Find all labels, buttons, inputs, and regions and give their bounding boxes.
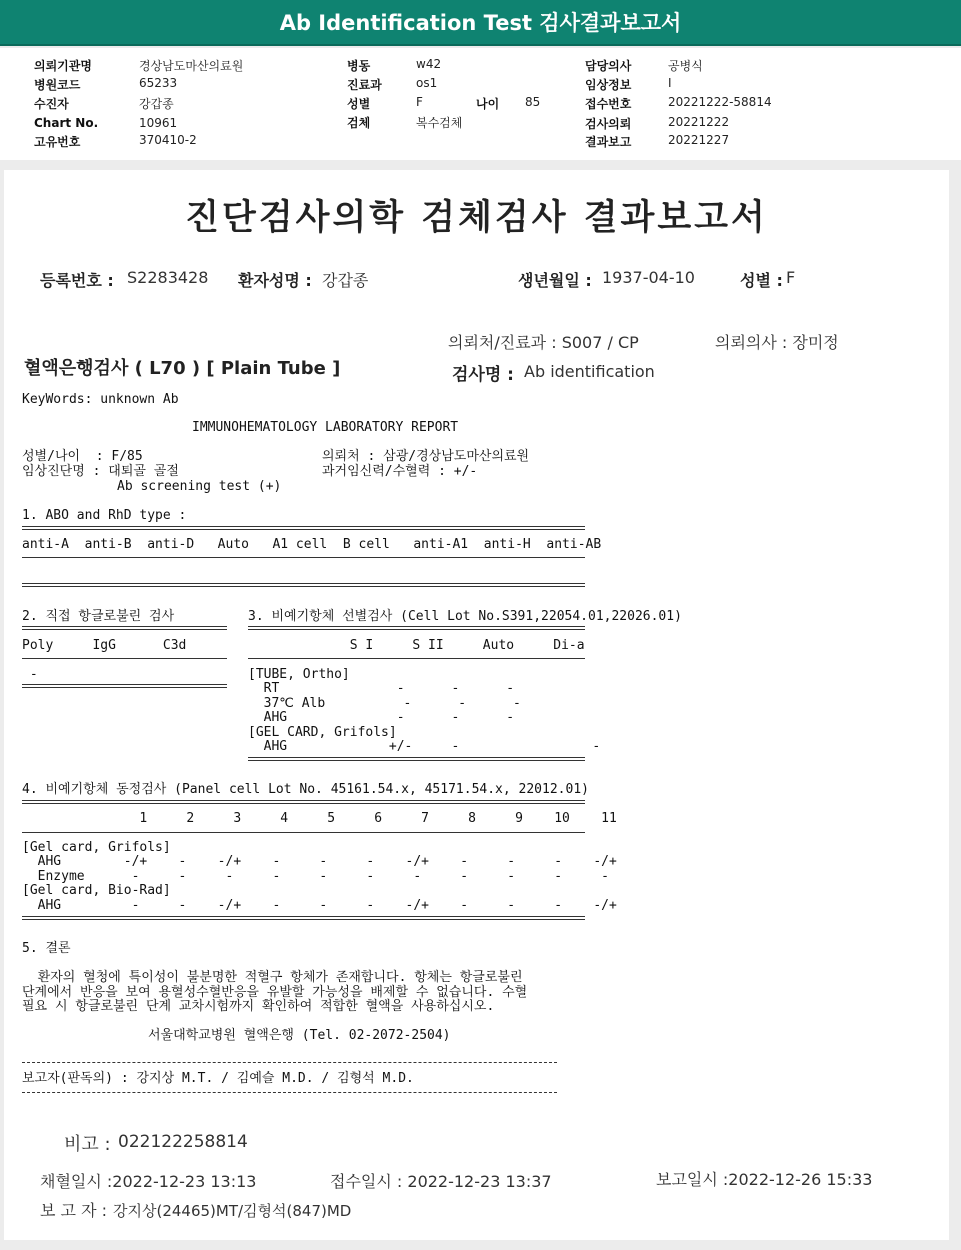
keywords: KeyWords: unknown Ab: [22, 392, 179, 407]
header-key: 검사의뢰: [585, 117, 632, 131]
header-key: Chart No.: [34, 116, 99, 130]
panel-title: 4. 비예기항체 동정검사 (Panel cell Lot No. 45161.54.x, 45171.54.x, 22012.01): [22, 782, 589, 797]
header-key: 임상정보: [585, 78, 632, 92]
transfusion-history: 과거임신력/수혈력 : +/-: [322, 464, 478, 479]
divider: [248, 626, 585, 630]
requesting-doctor: 의뢰의사 : 장미정: [715, 333, 839, 352]
dat-headers: Poly IgG C3d: [22, 638, 187, 653]
screening-row: 37℃ Alb - - -: [248, 696, 521, 711]
sex-value: F: [786, 268, 796, 287]
header-value: 370410-2: [139, 133, 197, 147]
window-title: Ab Identification Test 검사결과보고서: [0, 0, 961, 46]
header-key: 결과보고: [585, 135, 632, 149]
screening-row: RT - - -: [248, 681, 515, 696]
header-key: 수진자: [34, 97, 69, 111]
header-value: 경상남도마산의료원: [139, 59, 244, 73]
section-title: 혈액은행검사 ( L70 ) [ Plain Tube ]: [24, 358, 341, 379]
header-value: 65233: [139, 76, 178, 90]
dob-label: 생년월일 :: [518, 271, 592, 290]
requester: 의뢰처 : 삼광/경상남도마산의료원: [322, 449, 530, 464]
lab-report-title: IMMUNOHEMATOLOGY LABORATORY REPORT: [192, 420, 459, 435]
header-key: 접수번호: [585, 97, 632, 111]
reporter-value: 강지상(24465)MT/김형석(847)MD: [113, 1202, 352, 1220]
header-key: 의뢰기관명: [34, 59, 92, 73]
header-value: I: [668, 76, 672, 90]
header-value: 복수검체: [416, 116, 463, 130]
header-key: 담당의사: [585, 59, 632, 73]
panel-row: AHG - - -/+ - - - -/+ - - - -/+: [22, 898, 617, 913]
abo-rhd-title: 1. ABO and RhD type :: [22, 508, 187, 523]
blood-bank-contact: 서울대학교병원 혈액은행 (Tel. 02-2072-2504): [148, 1028, 451, 1043]
panel-row: [Gel card, Bio-Rad]: [22, 883, 171, 898]
header-key: 검체: [347, 116, 371, 130]
report-time: 보고일시 :2022-12-26 15:33: [656, 1170, 873, 1189]
header-key: 병동: [347, 59, 371, 73]
dat-title: 2. 직접 항글로불린 검사: [22, 609, 175, 624]
receipt-time: 접수일시 : 2022-12-23 13:37: [330, 1172, 552, 1191]
dept-info: 의뢰처/진료과 : S007 / CP: [448, 333, 639, 352]
report-document: [4, 170, 949, 1240]
header-value: os1: [416, 76, 438, 90]
divider: [22, 800, 585, 804]
clinical-diagnosis-2: Ab screening test (+): [117, 479, 282, 494]
header-value: F: [416, 95, 423, 109]
header-key: 고유번호: [34, 135, 81, 149]
reg-no-value: S2283428: [127, 268, 209, 287]
header-value: 20221227: [668, 133, 730, 147]
divider: [248, 658, 585, 659]
screening-headers: S I S II Auto Di-a: [248, 638, 585, 653]
patient-name-value: 강갑종: [322, 271, 369, 290]
divider: [22, 658, 227, 659]
patient-name-label: 환자성명 :: [238, 271, 312, 290]
collection-time: 채혈일시 :2022-12-23 13:13: [40, 1172, 257, 1191]
lab-reporter: 보고자(판독의) : 강지상 M.T. / 김예슬 M.D. / 김형석 M.D.: [22, 1071, 414, 1086]
panel-row: Enzyme - - - - - - - - - - -: [22, 869, 609, 884]
request-info-header: [0, 48, 961, 160]
sex-age: 성별/나이 : F/85: [22, 449, 143, 464]
header-key: 성별: [347, 97, 371, 111]
dat-value: -: [22, 667, 38, 682]
age-value: 85: [525, 95, 541, 109]
header-value: 공병식: [668, 59, 703, 73]
screening-row: [TUBE, Ortho]: [248, 667, 350, 682]
header-value: 강갑종: [139, 97, 174, 111]
divider: [22, 583, 585, 587]
header-value: w42: [416, 57, 442, 71]
clinical-diagnosis: 임상진단명 : 대퇴골 골절: [22, 464, 179, 479]
dob-value: 1937-04-10: [602, 268, 695, 287]
conclusion-title: 5. 결론: [22, 941, 71, 956]
divider: [22, 1092, 557, 1093]
header-value: 10961: [139, 116, 178, 130]
screening-row: AHG +/- - -: [248, 739, 601, 754]
sex-label: 성별 :: [740, 271, 783, 290]
report-title: 진단검사의학 검체검사 결과보고서: [185, 198, 768, 238]
divider: [22, 557, 585, 558]
screening-row: [GEL CARD, Grifols]: [248, 725, 397, 740]
note-value: 022122258814: [118, 1132, 248, 1152]
divider: [248, 757, 585, 761]
reporter-label: 보 고 자 :: [40, 1201, 108, 1220]
panel-row: [Gel card, Grifols]: [22, 840, 171, 855]
divider: [22, 916, 585, 920]
header-value: 20221222-58814: [668, 95, 772, 109]
header-value: 20221222: [668, 115, 730, 129]
test-name-value: Ab identification: [524, 362, 655, 381]
divider: [22, 684, 227, 688]
note-label: 비고 :: [64, 1134, 111, 1155]
screening-title: 3. 비예기항체 선별검사 (Cell Lot No.S391,22054.01,22026.01): [248, 609, 682, 624]
conclusion-line: 환자의 혈청에 특이성이 불분명한 적혈구 항체가 존재합니다. 항체는 항글로불린: [22, 970, 523, 985]
divider: [22, 526, 585, 530]
screening-row: AHG - - -: [248, 710, 515, 725]
test-name-label: 검사명 :: [452, 365, 514, 385]
divider: [22, 1062, 557, 1063]
header-key: 진료과: [347, 78, 382, 92]
conclusion-line: 단계에서 반응을 보여 용혈성수혈반응을 유발할 가능성을 배제할 수 없습니다. 수혈: [22, 985, 528, 1000]
panel-headers: 1 2 3 4 5 6 7 8 9 10 11: [22, 811, 617, 826]
abo-rhd-headers: anti-A anti-B anti-D Auto A1 cell B cell anti-A1 anti-H anti-AB: [22, 537, 602, 552]
age-key: 나이: [476, 97, 500, 111]
reg-no-label: 등록번호 :: [40, 271, 114, 290]
header-key: 병원코드: [34, 78, 81, 92]
conclusion-line: 필요 시 항글로불린 단계 교차시험까지 확인하여 적합한 혈액을 사용하십시오.: [22, 999, 495, 1014]
divider: [22, 832, 585, 833]
panel-row: AHG -/+ - -/+ - - - -/+ - - - -/+: [22, 854, 617, 869]
divider: [22, 626, 227, 630]
